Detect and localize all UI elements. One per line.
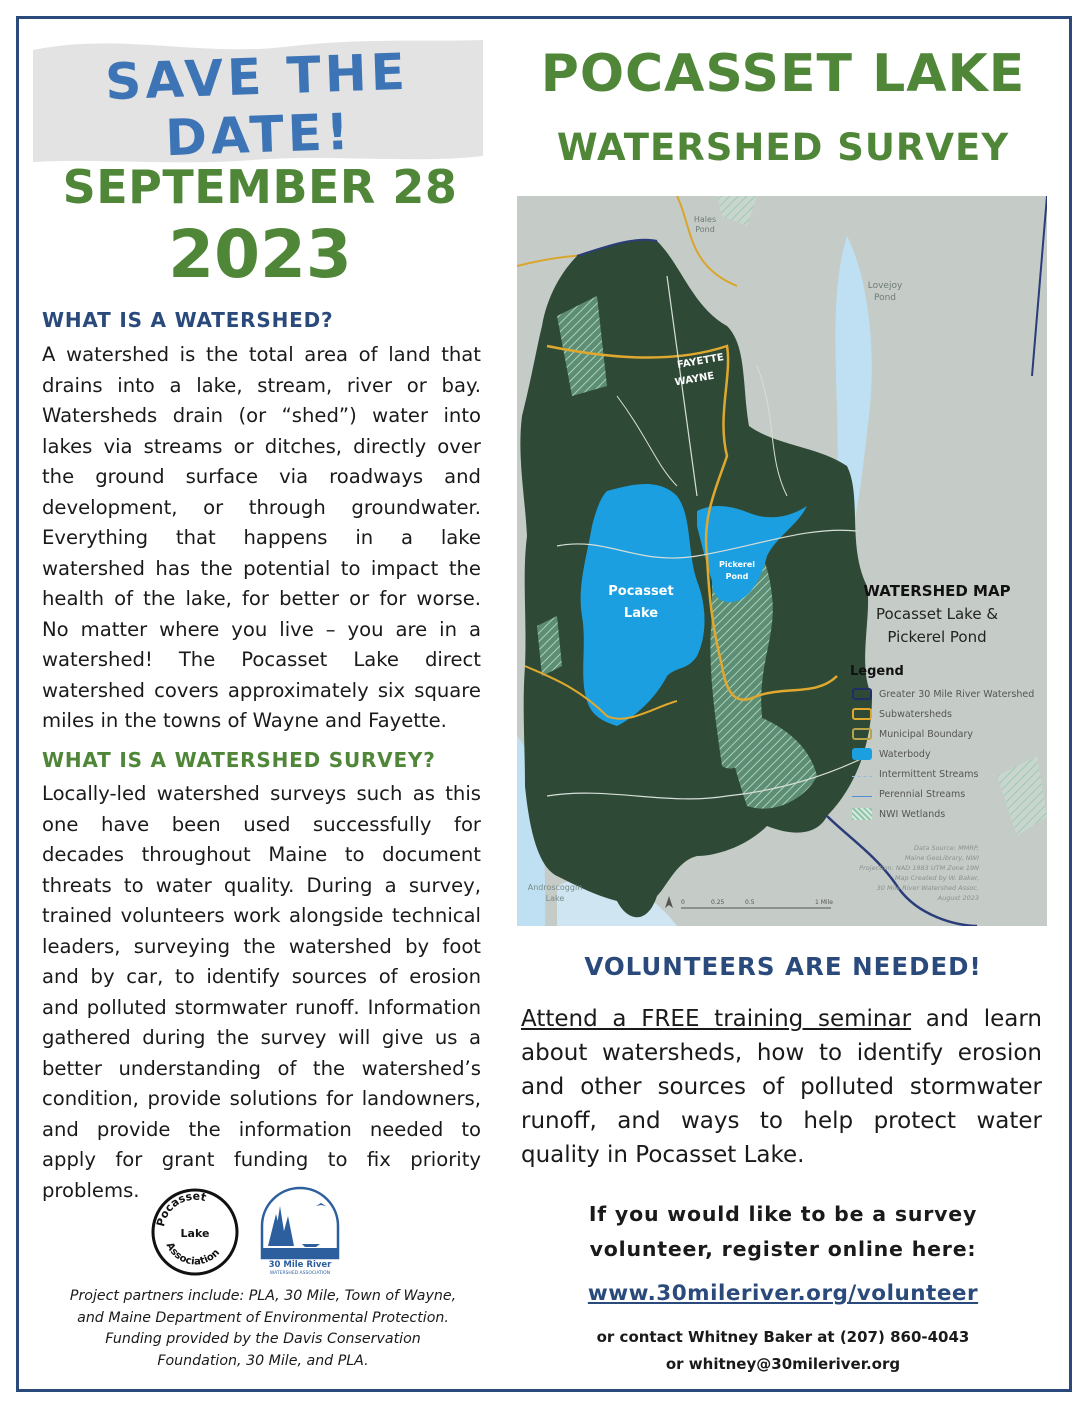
legend-swatch [852, 748, 872, 760]
volunteer-url-link[interactable]: www.30mileriver.org/volunteer [587, 1281, 979, 1306]
map-label-fayette: FAYETTE [676, 352, 725, 372]
page-title: POCASSET LAKE [540, 44, 1026, 104]
map-label-lovejoy-pond: Pond [873, 293, 897, 303]
legend-swatch [852, 688, 872, 700]
save-the-date-text: SAVE THE DATE! [104, 42, 410, 168]
event-date: SEPTEMBER 28 [62, 160, 458, 214]
legend-item [852, 746, 931, 762]
map-label-pickerel: Pickerel [719, 560, 755, 569]
register-line: volunteer, register online here: [589, 1237, 977, 1261]
register-text [510, 1197, 1056, 1267]
legend-label: Greater 30 Mile River Watershed [879, 688, 1035, 700]
scale-tick: 0.5 [745, 899, 755, 906]
legend-item [852, 786, 965, 802]
scale-tick: 0.25 [711, 899, 725, 906]
partners-line: Funding provided by the Davis Conservation [105, 1331, 421, 1347]
partners-line: Project partners include: PLA, 30 Mile, Town of Wayne, [69, 1288, 457, 1304]
map-title: WATERSHED MAP [863, 582, 1011, 600]
legend-label: Perennial Streams [879, 788, 966, 800]
thirty-mile-logo-name: 30 Mile River [268, 1260, 332, 1270]
map-label-lovejoy: Lovejoy [867, 281, 903, 291]
legend-item [852, 726, 973, 742]
legend-item [852, 686, 1034, 702]
legend-label: Intermittent Streams [879, 768, 979, 780]
legend-item [852, 706, 952, 722]
watershed-body: A watershed is the total area of land that drains into a lake, stream, river or bay. Watersheds drain (or “shed”) water into lakes via streams or ditches, directly over the ground surface via roadways and development, or through groundwater. Everything that happens in a lake watershed has the potential to impact the health of the lake, for better or for worse. No matter where you live – you are in a watershed! The Pocasset Lake direct watershed covers approximately six square miles in the towns of Wayne and Fayette. [42, 343, 481, 732]
pla-logo-top-text: Pocasset [154, 1189, 208, 1228]
legend-label: Waterbody [879, 748, 931, 760]
scale-tick: 1 Mile [815, 899, 833, 906]
map-label-pocasset-lake: Lake [623, 606, 659, 621]
map-label-hales: Hales [693, 215, 717, 224]
legend-item [852, 766, 978, 782]
attend-paragraph [521, 1002, 1042, 1172]
map-credit: Maine GeoLibrary, NWI [904, 854, 979, 862]
volunteers-heading: VOLUNTEERS ARE NEEDED! [584, 952, 982, 981]
thirty-mile-river-logo [258, 1186, 342, 1276]
map-label-wayne: WAYNE [674, 370, 716, 389]
map-label-androscoggin: Androscoggin [527, 883, 583, 892]
watershed-survey-heading: WHAT IS A WATERSHED SURVEY? [42, 748, 436, 772]
map-credit: Projection: NAD 1983 UTM Zone 19N [859, 864, 979, 872]
register-line: If you would like to be a survey [588, 1202, 978, 1226]
pla-logo-middle-text: Lake [180, 1227, 210, 1240]
watershed-heading: WHAT IS A WATERSHED? [42, 308, 334, 332]
map-label-androscoggin-lake: Lake [545, 894, 565, 903]
legend-swatch [852, 708, 872, 720]
legend-swatch [852, 776, 872, 777]
partners-line: and Maine Department of Environmental Protection. [77, 1309, 449, 1326]
watershed-survey-body: Locally-led watershed surveys such as this one have been used successfully for decades throughout Maine to document threats to water quality. During a survey, trained volunteers work alongside technical leaders, surveying the watershed by foot and by car, to identify sources of erosion and polluted stormwater runoff. Information gathered during the survey will give us a better understanding of the watershed’s condition, provide solutions for landowners, and provide the information needed to apply for grant funding to fix priority problems. [42, 782, 481, 1202]
map-label-pickerel-pond: Pond [725, 572, 749, 581]
event-year: 2023 [168, 216, 352, 293]
partners-line: Foundation, 30 Mile, and PLA. [157, 1352, 369, 1369]
map-credit: 30 Mile River Watershed Assoc. [876, 884, 979, 892]
project-partners [30, 1286, 496, 1372]
map-credit: August 2023 [937, 894, 979, 902]
legend-swatch [852, 796, 872, 797]
attend-text: and learn about watersheds, how to identify erosion and other sources of polluted stormwater runoff, and ways to help protect water quality in Pocasset Lake. [521, 1006, 1042, 1168]
legend-label: NWI Wetlands [879, 808, 946, 820]
legend-swatch [852, 728, 872, 740]
map-subtitle: Pocasset Lake & [875, 605, 999, 623]
map-subtitle: Pickerel Pond [887, 628, 987, 646]
training-seminar-link[interactable]: Attend a FREE training seminar [521, 1006, 912, 1032]
page-subtitle: WATERSHED SURVEY [556, 126, 1010, 169]
contact-phone: or contact Whitney Baker at (207) 860-4043 [596, 1328, 970, 1346]
legend-swatch [852, 808, 872, 820]
map-label-hales-pond: Pond [695, 225, 715, 234]
watershed-map [517, 196, 1047, 926]
legend-item [852, 806, 945, 822]
pocasset-lake-association-logo [150, 1187, 240, 1277]
scale-tick: 0 [681, 899, 685, 906]
map-credit: Data Source: MMRP, [913, 844, 979, 852]
legend-heading: Legend [850, 664, 904, 679]
legend-label: Subwatersheds [879, 708, 952, 720]
pla-logo-bottom-text: Association [163, 1240, 222, 1268]
map-credit: Map Created by W. Baker, [894, 874, 979, 882]
map-label-pocasset: Pocasset [608, 584, 674, 599]
contact-email[interactable]: or whitney@30mileriver.org [665, 1355, 901, 1373]
legend-label: Municipal Boundary [879, 728, 974, 740]
thirty-mile-logo-sub: WATERSHED ASSOCIATION [269, 1271, 331, 1276]
